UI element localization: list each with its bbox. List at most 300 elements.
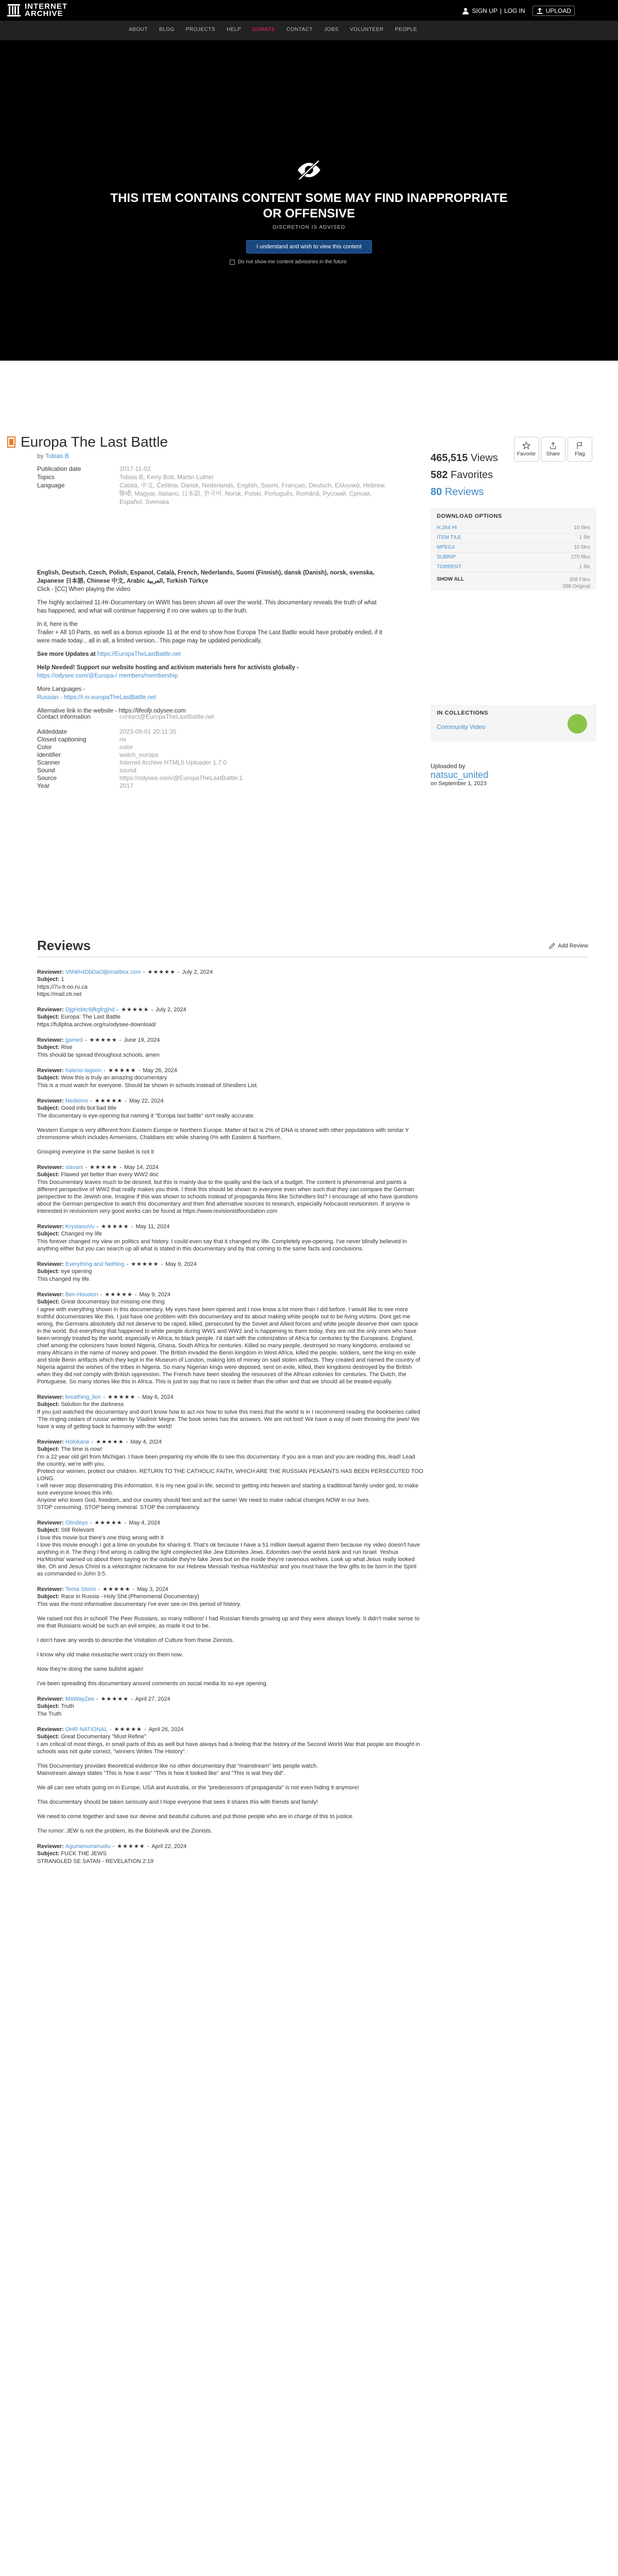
subject-label: Subject: <box>37 976 61 982</box>
desc-p4-link[interactable]: https://odysee.com/@Europa-/ members/membership <box>37 673 178 679</box>
subject-text: Good info but bad title <box>61 1105 117 1111</box>
subject-label: Subject: <box>37 1446 61 1452</box>
review-header <box>37 1261 423 1268</box>
reviewer-link[interactable]: KrystanuVu <box>65 1224 95 1230</box>
review-body: This forever changed my view on politics and history. I could even say that it changed my life. Completely eye-opening. I've never blindly believed in anything either but you can search up all what is stated in this documentary and by that coming to the same facts and conclusions. <box>37 1239 407 1252</box>
favorites-stat <box>431 469 595 481</box>
subject-label: Subject: <box>37 1172 61 1178</box>
reviewer-label: Reviewer: <box>37 1098 66 1104</box>
review-subject <box>37 1044 423 1051</box>
desc-languages: English, Deutsch, Czech, Polish, Espanol, Català, French, Nederlands, Suomi (Finnish), dansk (Danish), norsk, svenska, Japanese 日本語, Chinese 中文, Arabic العربية, Turkish Türkçe <box>37 570 375 584</box>
desc-p5-label: More Languages - <box>37 686 85 692</box>
review-stars: - ★★★★★ - <box>107 1726 149 1733</box>
download-options-title: DOWNLOAD OPTIONS <box>437 513 502 519</box>
review-body: The documentary is eye-opening but naming it "Europa last battle" isn't really accurate. Western Europe is very different from Eastern Europe or Northern Europe. Matter of fact is 2% of DNA is shared with other populations with similar Y chromosome which includes Armenians, Chaldians etc while sharing 0% with Eastern & Northern. Grouping everyone in the same basket is not it <box>37 1113 409 1155</box>
reviews-header <box>37 938 588 957</box>
reviews-stat[interactable] <box>431 486 595 498</box>
subject-text: Still Relevant <box>61 1527 94 1533</box>
download-row[interactable] <box>437 563 590 572</box>
subject-text: eye opening <box>61 1268 92 1275</box>
share-label: Share <box>546 451 560 457</box>
review-header <box>37 969 423 976</box>
top-bar <box>0 0 618 21</box>
nav-donate[interactable]: DONATE <box>252 27 276 32</box>
reviewer-label: Reviewer: <box>37 1586 66 1592</box>
review-date: May 3, 2024 <box>137 1586 168 1592</box>
nav-about[interactable]: ABOUT <box>129 27 148 32</box>
account-area <box>462 6 575 16</box>
reviewer-label: Reviewer: <box>37 1394 66 1400</box>
desc-p4-label: Help Needed! Support our website hosting and activism materials here for activists globally - <box>37 665 299 671</box>
meta-row <box>37 713 387 721</box>
subject-text: Great Documentary "Must Refine" <box>61 1734 146 1740</box>
download-row[interactable] <box>437 543 590 553</box>
review-stars: - ★★★★★ - <box>141 969 182 975</box>
download-format[interactable]: ITEM TILE <box>437 535 461 540</box>
meta-row <box>37 743 387 751</box>
reviews-count: 80 <box>431 486 442 498</box>
login-link[interactable]: LOG IN <box>504 7 525 14</box>
review <box>37 1726 423 1835</box>
add-review-label: Add Review <box>558 942 588 949</box>
reviewer-link[interactable]: Olindeyo <box>65 1520 88 1526</box>
favorites-label: Favorites <box>450 469 493 481</box>
review-date: July 2, 2024 <box>182 969 213 975</box>
subject-text: Great documentary but missing one thing <box>61 1299 165 1305</box>
desc-p3-link[interactable]: https://EuropaTheLastBattle.net <box>97 651 181 657</box>
review <box>37 1037 423 1059</box>
download-format[interactable]: H.264 HI <box>437 525 457 531</box>
meta-value: Internet Archive HTML5 Uploader 1.7.0 <box>119 759 227 766</box>
reviewer-label: Reviewer: <box>37 969 66 975</box>
meta-value: sound <box>119 767 136 774</box>
advisory-subtitle: DISCRETION IS ADVISED <box>272 225 346 230</box>
review-subject <box>37 1446 423 1453</box>
reviewer-label: Reviewer: <box>37 1164 66 1171</box>
review-date: May 4, 2024 <box>129 1520 160 1526</box>
subject-label: Subject: <box>37 1851 61 1857</box>
subject-text: Truth <box>61 1703 74 1709</box>
review-header <box>37 1097 423 1105</box>
movie-icon <box>7 436 15 448</box>
meta-value[interactable]: Català, 中文, Čeština, Dansk, Nederlands, English, Suomi, Français, Deutsch, Ελληνικά, Hebrew, हिन्दी, Magyar, Italiano, 日本語, 한국어, Norsk, Polski, Português, Română, Русский, Српски, Español, Svenska <box>119 482 386 505</box>
subject-label: Subject: <box>37 1527 61 1533</box>
upload-label: UPLOAD <box>545 7 571 14</box>
star-icon <box>522 442 530 450</box>
review-subject <box>37 1171 423 1178</box>
review-body: https://fullpfoa.archive.org/ru/odysee-download/ <box>37 1022 157 1028</box>
meta-row <box>37 481 387 506</box>
logo-line1: INTERNET <box>25 2 67 11</box>
review <box>37 1843 423 1865</box>
review <box>37 1261 423 1283</box>
subject-text: Europa: The Last Battle <box>61 1014 121 1020</box>
meta-row <box>37 767 387 774</box>
reviewer-link[interactable]: OHR NATIONAL <box>65 1726 108 1733</box>
subject-text: FUCK THE JEWS <box>61 1851 107 1857</box>
review-header <box>37 1067 423 1074</box>
review <box>37 969 423 998</box>
desc-p5-link[interactable]: Russian - https://r.io.europaTheLastBattle.net <box>37 694 156 701</box>
review-stars: - ★★★★★ - <box>96 1586 138 1592</box>
review-stars: - ★★★★★ - <box>101 1394 143 1400</box>
reviewer-link[interactable]: Tema Storm <box>65 1586 96 1592</box>
review-body: https://7u-tr.oo.ru.ca https://mail.ctr.net <box>37 984 88 997</box>
review <box>37 1696 423 1718</box>
review-date: May 22, 2024 <box>129 1098 164 1104</box>
desc-p2a: In it, here is the <box>37 621 78 628</box>
views-count: 465,515 <box>431 452 468 464</box>
download-size: 270 files <box>571 554 590 560</box>
view-content-button[interactable]: I understand and wish to view this content <box>246 240 372 253</box>
subject-text: The time is now! <box>61 1446 102 1452</box>
review <box>37 1223 423 1252</box>
secondary-nav <box>0 21 618 40</box>
review-stars: - ★★★★★ - <box>88 1098 129 1104</box>
desc-alt-link: Alternative link in the website - https://lifeofjr.odysee.com <box>37 708 186 714</box>
review-header <box>37 1006 423 1013</box>
download-size: 10 files <box>574 545 590 550</box>
meta-key: Identifier <box>37 751 61 758</box>
review-date: May 14, 2024 <box>124 1164 159 1171</box>
review-date: July 2, 2024 <box>156 1007 186 1013</box>
reviewer-label: Reviewer: <box>37 1067 66 1074</box>
review-header <box>37 1696 423 1703</box>
reviewer-link[interactable]: Ben Houston <box>65 1292 98 1298</box>
review-subject <box>37 1013 423 1021</box>
review-subject <box>37 1268 423 1275</box>
review-stars: - ★★★★★ - <box>83 1164 125 1171</box>
review <box>37 1291 423 1385</box>
secondary-nav-items <box>129 27 417 32</box>
review-body: This was the most informative documentary I've ever see on this period of history. We raised not this in school! The Peer Russians, so many millions! I had Russian friends growing up and they were always lovely. It didn't make sense to me that Russians would be such an evil empire, as made it out to be. I don't have any words to describe the Visitation of Culture from these Zionists. I know why old make moustache went crazy on them now. Now they're doing the same bullshit again! I've been spreading this documentary around comments on social media its so eye opening. <box>37 1601 420 1687</box>
reviews-label: Reviews <box>444 486 484 498</box>
review-stars: - ★★★★★ - <box>94 1224 136 1230</box>
meta-row <box>37 473 387 481</box>
uploaded-by-label: Uploaded by <box>431 762 466 770</box>
review-body: I agree with everything shown in this documentary. My eyes have been opened and I now know a lot more than I did before. I would like to see more truthful documentaries like this. I just have one problem with this documentary and its about making white people out to be living victims. Dont get me wrong, the Germans absolutely did not deserve to be raped, killed, persecuted by the Soviet and Allied forces and white people deserve their own space in the world. But everything that happened to white people during WW1 and WW2 and is happening to them today, they are not the only ones who have been wrongly treated by the world, especially in Africa, to black people. I'd start with the colonization of Africa for centuries by the Europeans. England, chief among the colonizers have looted Nigeria, Ghana, South Africa for centuries. Killed so many people, destroyed so many kingdoms, enslaved so many Africans in the name of money and power. The British invaded the Benin kingdom in West Africa, killed the people, soldiers, sent the king en exile and stole Benin artifacts which they kept in the Museum of London, making lots of money on said stolen artifacts. They created and named the country of Nigeria against the wishes of the tribes in Nigeria. So many Nigerian kings were deposed, sent on exile, killed, their kingdoms destroyed by the British when they did not comply with British oppression. The French have been stealing the resources of the African colonies for centuries. The Dutch, the Portuguese. So many stories like this in Africa. This is just to say that no race is better than the other and that we should all be treated equally. <box>37 1307 420 1385</box>
subject-text: Wow this is truly an amazing documentary <box>61 1075 167 1081</box>
subject-text: Changed my life <box>61 1231 102 1237</box>
review-header <box>37 1223 423 1230</box>
reviewer-label: Reviewer: <box>37 1843 66 1850</box>
upload-icon <box>536 7 543 14</box>
review-header <box>37 1586 423 1593</box>
download-format[interactable]: TORRENT <box>437 564 462 570</box>
review-stars: - ★★★★★ - <box>124 1261 166 1267</box>
show-all-original: 288 Original <box>562 584 590 589</box>
meta-row <box>37 774 387 782</box>
desc-p2b: Trailer + All 10 Parts, as well as a bonus episode 11 at the end to show how Europa The Last Battle would have probably ended, if it were made today... all in all, a limited version.. This page may be updated periodically. <box>37 630 383 644</box>
reviewer-label: Reviewer: <box>37 1007 66 1013</box>
flag-icon <box>576 442 584 450</box>
reviewer-label: Reviewer: <box>37 1520 66 1526</box>
item-creator <box>37 452 69 460</box>
review-subject <box>37 1298 423 1306</box>
optout-checkbox[interactable] <box>230 260 235 265</box>
subject-label: Subject: <box>37 1231 61 1237</box>
review <box>37 1394 423 1430</box>
meta-value: watch_europa <box>119 751 159 758</box>
review-stars: - ★★★★★ - <box>94 1696 135 1702</box>
collection-link[interactable]: Community Video <box>437 723 486 731</box>
title-row <box>7 434 168 450</box>
meta-row <box>37 759 387 767</box>
item-details <box>0 361 618 1958</box>
metadata-bottom <box>37 713 387 790</box>
creator-link[interactable]: Tobias B <box>45 452 69 460</box>
review-subject <box>37 1527 423 1534</box>
meta-key: Sound <box>37 767 55 774</box>
review-subject <box>37 1230 423 1238</box>
advisory-optout[interactable] <box>230 259 347 265</box>
meta-key: Addeddate <box>37 728 67 735</box>
review-date: April 27, 2024 <box>135 1696 170 1702</box>
review-date: May 6, 2024 <box>142 1394 174 1400</box>
meta-value: contact@EuropaTheLastBattle.net <box>119 713 214 720</box>
favorite-label: Favorite <box>517 451 536 457</box>
content-advisory <box>0 40 618 361</box>
review-date: May 9, 2024 <box>165 1261 197 1267</box>
subject-label: Subject: <box>37 1401 61 1408</box>
add-review-button[interactable] <box>548 942 588 950</box>
advisory-title: THIS ITEM CONTAINS CONTENT SOME MAY FIND INAPPROPRIATE OR OFFENSIVE <box>110 191 508 221</box>
desc-paragraph: The highly acclaimed 11-Hr-Documentary on WWII has been shown all over the world. This documentary reveals the truth of what has happened, and what will continue happening if no one wakes up to the truth. <box>37 600 377 614</box>
review-subject <box>37 976 423 983</box>
share-icon <box>549 442 557 450</box>
flag-label: Flag <box>575 451 585 457</box>
review <box>37 1438 423 1511</box>
subject-label: Subject: <box>37 1703 61 1709</box>
reviewer-link[interactable]: hateno-lagoon <box>65 1067 102 1074</box>
upload-date: on September 1, 2023 <box>431 781 487 787</box>
reviewer-link[interactable]: Holokane <box>65 1439 90 1445</box>
download-size: 10 files <box>574 525 590 531</box>
meta-key: Contact information <box>37 713 91 720</box>
reviewer-label: Reviewer: <box>37 1439 66 1445</box>
account-menu[interactable] <box>462 7 525 14</box>
download-row[interactable] <box>437 553 590 563</box>
subject-label: Subject: <box>37 1268 61 1275</box>
show-all-link[interactable]: SHOW ALL <box>437 577 464 582</box>
reviewer-label: Reviewer: <box>37 1292 66 1298</box>
subject-text: Race in Russia - Holy Shit (Phenomenal Documentary) <box>61 1594 199 1600</box>
signup-link[interactable]: SIGN UP <box>472 7 497 14</box>
nav-blog[interactable]: BLOG <box>159 27 175 32</box>
meta-value: 2023-09-01 20:11:35 <box>119 728 177 735</box>
review-date: May 26, 2024 <box>143 1067 177 1074</box>
review-header <box>37 1164 423 1171</box>
review-subject <box>37 1703 423 1710</box>
meta-row <box>37 782 387 790</box>
review-date: April 22, 2024 <box>151 1843 187 1850</box>
meta-row <box>37 736 387 743</box>
metadata-top <box>37 465 387 506</box>
reviewer-label: Reviewer: <box>37 1726 66 1733</box>
review-stars: - ★★★★★ - <box>101 1067 143 1074</box>
desc-click: Click - [CC] When playing the video <box>37 586 130 592</box>
review-body: I love this movie but there's one thing wrong with it I love this movie enough I got a time on youtube for sharing it. That's ok because I have a 51 million lawsuit against them because my video doesn't have anything in it. The thing I find wrong is calling the light complected like Jew Edomites Jews. Edomites own the world bank and run Israel. Yeshua Ha'Moshia' warned us about them saying on the outside they're fake Jews but on the inside they're ravenous wolves. Look up what Jesus really looked like. Oh and Jesus Christ is a velociraptor nickname for our Hebrew Messiah Yeshua Ha'Moshia' and you must have the few gifts to be born in the Spirit as commanded in John 3:5. <box>37 1535 420 1577</box>
subject-text: Solution for the darkness <box>61 1401 124 1408</box>
subject-label: Subject: <box>37 1734 61 1740</box>
nav-volunteer[interactable]: VOLUNTEER <box>350 27 384 32</box>
download-size: 1 file <box>579 535 590 540</box>
reviews-section <box>37 938 588 957</box>
review-header <box>37 1438 423 1446</box>
by-label: by <box>37 452 44 460</box>
review-header <box>37 1291 423 1298</box>
desc-p3-label: See more Updates at <box>37 651 96 657</box>
review-stars: - ★★★★★ - <box>98 1292 140 1298</box>
review-subject <box>37 1074 423 1081</box>
subject-label: Subject: <box>37 1014 61 1020</box>
review-subject <box>37 1105 423 1112</box>
review-header <box>37 1843 423 1850</box>
subject-text: 1 <box>61 976 64 982</box>
nav-jobs[interactable]: JOBS <box>324 27 339 32</box>
meta-key: Closed captioning <box>37 736 87 743</box>
review-subject <box>37 1401 423 1408</box>
uploader-info <box>431 762 596 787</box>
review-date: May 4, 2024 <box>130 1439 162 1445</box>
nav-projects[interactable]: PROJECTS <box>185 27 216 32</box>
review-header <box>37 1519 423 1527</box>
site-logo[interactable] <box>7 3 67 18</box>
meta-value[interactable]: https://odysee.com/@EuropaTheLastBattle:1 <box>119 774 243 782</box>
review-date: April 26, 2024 <box>148 1726 184 1733</box>
views-stat <box>431 452 595 464</box>
upload-button[interactable] <box>533 6 575 16</box>
review-date: June 19, 2024 <box>124 1037 160 1043</box>
review-body: STRANGLED SE SATAN - REVELATION 2:19 <box>37 1858 154 1865</box>
item-description <box>37 569 387 720</box>
review <box>37 1067 423 1089</box>
meta-value[interactable]: 2017-11-02 <box>119 465 151 472</box>
review <box>37 1586 423 1687</box>
subject-text: Flawed yet better than every WW2 doc <box>61 1172 159 1178</box>
reviewer-link[interactable]: MaWayZee <box>65 1696 94 1702</box>
meta-row <box>37 728 387 736</box>
separator: | <box>500 7 502 14</box>
reviewer-link[interactable]: slavani <box>65 1164 83 1171</box>
subject-text: Rise <box>61 1044 73 1050</box>
meta-value: no <box>119 736 127 743</box>
meta-key: Publication date <box>37 465 81 472</box>
download-format[interactable]: MPEG4 <box>437 545 455 550</box>
collections-title: IN COLLECTIONS <box>437 710 488 716</box>
review <box>37 1006 423 1028</box>
review-stars: - ★★★★★ - <box>89 1439 131 1445</box>
meta-key: Color <box>37 743 52 751</box>
nav-people[interactable]: PEOPLE <box>395 27 418 32</box>
review-subject <box>37 1593 423 1600</box>
meta-value[interactable]: Tobias B, Kerry Bolt, Martin Luther <box>119 473 214 481</box>
review-header <box>37 1726 423 1733</box>
uploader-link[interactable]: natsuc_united <box>431 770 489 780</box>
user-icon <box>462 7 469 14</box>
favorites-count: 582 <box>431 469 448 481</box>
reviewer-link[interactable]: DjgHsbtc9jfkgfrgjhd <box>65 1007 115 1013</box>
subject-label: Subject: <box>37 1044 61 1050</box>
review-subject <box>37 1850 423 1857</box>
download-row[interactable] <box>437 523 590 533</box>
review-subject <box>37 1733 423 1740</box>
review-body: This Documentary leaves much to be desired, but this is mainly due to the quality and the lack of a budget. The content is phenomenal and paints a different perspective of WW2 that really makes you think. I think this should be shown to everyone even when such that they can compare the German perspective to the Jewish one. Imagine if this was shown to schools instead of propaganda films like Schindlers list? I encourage all who have questions about the German perspective to watch this documentary and then find alternative sources to research, especially holocaust revisionism. If anyone is interested in revisionism very good works can be found at https://www.revisionistfoundation.com <box>37 1179 418 1214</box>
review-body: If you just watched the documentary and don't know how to act nor how to solve this mess that the world is in I recommend reading the bookseries called 'The ringing cedars of russia' written by Vladimir Megre. The book series has the answers. We are not lost! We have a way of over throwing the jews! We have a way of getting back to harmony with the world! <box>37 1409 420 1430</box>
optout-label: Do not show me content advisories in the future <box>238 259 347 265</box>
subject-label: Subject: <box>37 1075 61 1081</box>
show-all-row[interactable] <box>437 577 590 590</box>
review-date: May 11, 2024 <box>135 1224 170 1230</box>
reviewer-link[interactable]: Vbhkh4DbDaOljbmailbox.com <box>65 969 141 975</box>
review-body: I am critical of most things, in small parts of this as well but have always had a feeling that the history of the Second World War that people are thought in schools was not quite correct, "winners Writes The History". This Documentary provides theoretical evidence like no other documentary that "mainstream" lets people watch. Mainstream always states "This is how it was" "This is how it looked like" and "This is wat they did". We all can see whats going on in Europe, USA and Australia, or the "predecessors of propaganda" is not even hiding it anymore! This documentary should be taken seriously and I hope everyone that sees it shares this with friends and family! We need to come together and save our devine and beatuful cultures and put those people who are in charge of this to justice. The rumor: JEW is not the problem, its the Bolshevik and the Zionists. <box>37 1741 420 1834</box>
review-stars: - ★★★★★ - <box>114 1007 156 1013</box>
download-size: 1 file <box>579 564 590 570</box>
subject-label: Subject: <box>37 1105 61 1111</box>
review-body: This changed my life. <box>37 1276 91 1282</box>
meta-key: Topics <box>37 473 55 481</box>
reviewer-link[interactable]: Nedeimo <box>65 1098 89 1104</box>
meta-key: Source <box>37 774 57 782</box>
reviewer-link[interactable]: Everything and Nothing <box>65 1261 125 1267</box>
archive-logo-icon <box>7 3 21 18</box>
nav-help[interactable]: HELP <box>227 27 242 32</box>
eye-slash-icon <box>296 159 322 181</box>
review-body: This is a must watch for everyone. Should be shown in schools instead of Shindlers List. <box>37 1082 259 1089</box>
reviewer-label: Reviewer: <box>37 1261 66 1267</box>
review-stars: - ★★★★★ - <box>88 1520 129 1526</box>
download-format[interactable]: SUBRIP <box>437 554 456 560</box>
show-all-files: 308 Files <box>569 577 590 583</box>
item-stats <box>431 452 595 503</box>
review-header <box>37 1037 423 1044</box>
subject-label: Subject: <box>37 1594 61 1600</box>
review-body: I'm a 22 year old girl from Michigan. I have been preparing my whole life to see this documentary. If you are a man and you are reading this, lead! Lead the country, we're with you. Protect our women, protect our children. RETURN TO THE CATHOLIC FAITH, WHICH ARE THE RUSSIAN PEASANTS HAS BEEN PERSECUTED TOO LONG. I will never stop disseminating this information. It is my new goal in life, second to getting into heaven and starting a traditional family under god, to make sure everyone knows this info. Anyone who loves God, freedom, and our country should feel and act the same! We need to make radical changes NOW in our lives. STOP consuming. STOP being immoral. STOP the complacency. <box>37 1454 423 1511</box>
pencil-icon <box>548 942 556 950</box>
reviews-heading: Reviews <box>37 938 91 953</box>
download-row[interactable] <box>437 533 590 543</box>
review-body: This should be spread throughout schools, amen <box>37 1052 160 1058</box>
meta-row <box>37 465 387 473</box>
download-options <box>431 508 596 590</box>
reviewer-link[interactable]: gamed <box>65 1037 83 1043</box>
reviewer-label: Reviewer: <box>37 1224 66 1230</box>
reviewer-label: Reviewer: <box>37 1696 66 1702</box>
review <box>37 1519 423 1578</box>
nav-contact[interactable]: CONTACT <box>286 27 313 32</box>
logo-line2: ARCHIVE <box>25 9 63 18</box>
reviewer-link[interactable]: Agumenumeruotu <box>65 1843 111 1850</box>
review-date: May 9, 2024 <box>139 1292 171 1298</box>
reviewer-label: Reviewer: <box>37 1037 66 1043</box>
item-title: Europa The Last Battle <box>21 434 168 450</box>
meta-key: Scanner <box>37 759 60 766</box>
review <box>37 1164 423 1215</box>
collections-panel <box>431 705 596 742</box>
review <box>37 1097 423 1156</box>
meta-value: color <box>119 743 133 751</box>
review-header <box>37 1394 423 1401</box>
meta-value: 2017 <box>119 782 133 789</box>
meta-key: Year <box>37 782 50 789</box>
review-stars: - ★★★★★ - <box>110 1843 152 1850</box>
collection-badge-icon[interactable] <box>568 714 587 734</box>
review-stars: - ★★★★★ - <box>82 1037 124 1043</box>
meta-row <box>37 751 387 759</box>
show-all-size <box>562 577 590 590</box>
views-label: Views <box>470 452 498 464</box>
reviewer-link[interactable]: breathing_lion <box>65 1394 101 1400</box>
